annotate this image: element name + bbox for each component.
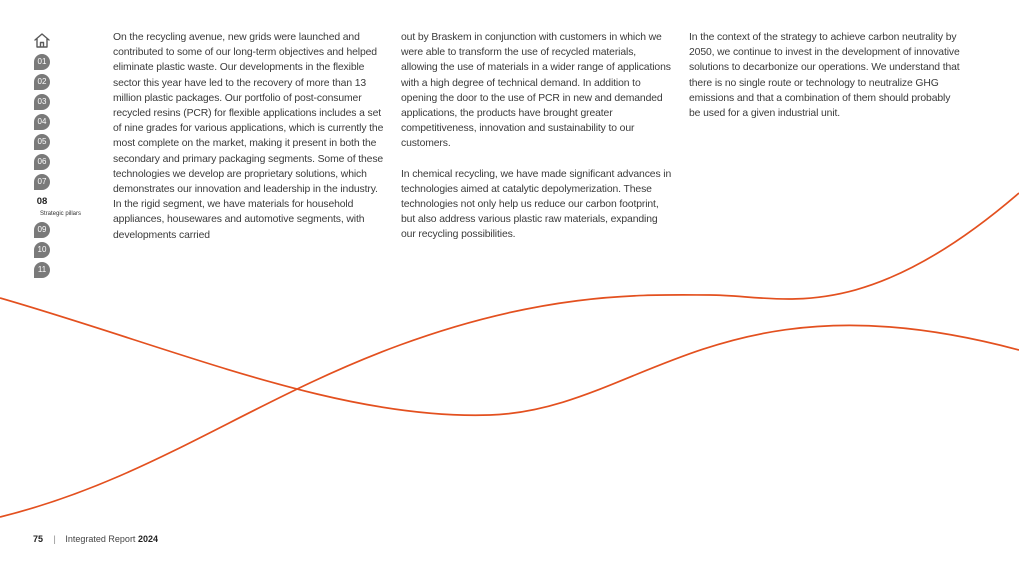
nav-item-09[interactable] xyxy=(34,222,92,238)
current-chapter-label: Strategic pillars xyxy=(40,211,82,217)
footer-separator: | xyxy=(53,534,56,544)
chapter-badge: 06 xyxy=(34,154,50,170)
chapter-badge: 10 xyxy=(34,242,50,258)
nav-item-08-active[interactable] xyxy=(34,194,92,218)
nav-item-05[interactable] xyxy=(34,134,92,150)
body-paragraph: out by Braskem in conjunction with customers in which we were able to transform the use of recycled materials, allowing the use of materials in a wider range of applications with a high degree of technical demand. In addition to opening the door to the use of PCR in new and demanded applications, the products have brought greater competitiveness, innovation and sustainability to our customers. xyxy=(401,32,671,150)
page-number: 75 xyxy=(33,534,44,544)
nav-item-01[interactable] xyxy=(34,54,92,70)
page-footer xyxy=(33,534,158,544)
text-column-1 xyxy=(113,30,385,258)
chapter-badge: 05 xyxy=(34,134,50,150)
chapter-badge: 02 xyxy=(34,74,50,90)
nav-item-04[interactable] xyxy=(34,114,92,130)
chapter-badge: 07 xyxy=(34,174,50,190)
nav-item-11[interactable] xyxy=(34,262,92,278)
report-year: 2024 xyxy=(137,534,158,544)
section-navigation xyxy=(32,32,92,282)
body-paragraph: In chemical recycling, we have made significant advances in technologies aimed at catalytic depolymerization. These technologies not only help us reduce our carbon footprint, but also address various plastic raw materials, expanding our recycling possibilities. xyxy=(401,168,672,241)
report-title: Integrated Report xyxy=(65,534,136,544)
chapter-list xyxy=(32,54,92,278)
chapter-badge: 04 xyxy=(34,114,50,130)
nav-item-06[interactable] xyxy=(34,154,92,170)
text-column-2 xyxy=(401,30,673,258)
nav-item-10[interactable] xyxy=(34,242,92,258)
nav-item-07[interactable] xyxy=(34,174,92,190)
nav-item-03[interactable] xyxy=(34,94,92,110)
body-paragraph: In the context of the strategy to achieve carbon neutrality by 2050, we continue to invest in the development of innovative solutions to decarbonize our operations. We understand that there is no single route or technology to neutralize GHG emissions and that a combination of them should probably be used for a given industrial unit. xyxy=(689,32,960,120)
nav-item-02[interactable] xyxy=(34,74,92,90)
body-paragraph: On the recycling avenue, new grids were launched and contributed to some of our long-term objectives and helped eliminate plastic waste. Our developments in the flexible sector this year have led to the recovery of more than 13 million plastic packages. Our portfolio of post-consumer recycled resins (PCR) for flexible applications includes a set of nine grades for various applications, which is currently the most complete on the market, making it present in both the secondary and primary packaging segments. Some of these technologies we develop are proprietary solutions, which demonstrates our innovation and leadership in the industry. In the rigid segment, we have materials for household appliances, housewares and automotive segments, with developments carried xyxy=(113,32,384,241)
home-button[interactable] xyxy=(33,32,53,50)
chapter-badge-current: 08 xyxy=(36,196,48,207)
chapter-badge: 01 xyxy=(34,54,50,70)
chapter-badge: 09 xyxy=(34,222,50,238)
chapter-badge: 11 xyxy=(34,262,50,278)
home-icon xyxy=(33,32,51,49)
curve-descending-wave xyxy=(0,298,1019,415)
text-column-3 xyxy=(689,30,961,136)
chapter-badge: 03 xyxy=(34,94,50,110)
